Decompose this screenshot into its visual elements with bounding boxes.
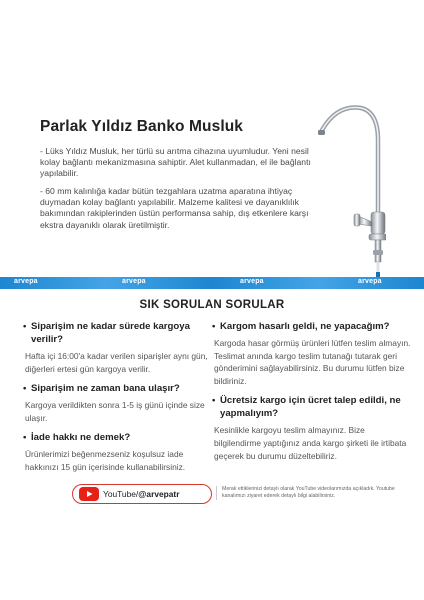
- youtube-icon: [79, 487, 99, 501]
- faq-question: • Ücretsiz kargo için ücret talep edildi, ne yapmalıyım?: [212, 395, 401, 420]
- footer-note: Merak ettiklerinizi detaylı olarak YouTube videolarımızda açıkladık. Youtube kanalımızı ziyaret ederek detaylı bilgi alabilirsiniz.: [216, 486, 396, 500]
- faq-answer: Kargoda hasar görmüş ürünleri lütfen teslim almayın. Teslimat anında kargo teslim tutanağı tutarak geri gönderimini sağlayabilirsiniz. Bu durumu lütfen bize bildiriniz.: [214, 338, 411, 386]
- faq-column-right: [212, 320, 412, 469]
- faq-answer: Kesinlikle kargoyu teslim almayınız. Bize bilgilendirme yaptığınız anda kargo şirketi ile irtibata geçerek bu durumu düzeltebiliriz.: [214, 425, 407, 461]
- faq-question: • İade hakkı ne demek?: [23, 432, 131, 444]
- faucet-image: [316, 100, 386, 280]
- product-description-2: - 60 mm kalınlığa kadar bütün tezgahlara uzatma aparatına ihtiyaç duymadan kolay bağlantı yapılabilir. Malzeme kalitesi ve dayanıklılık bakımından rakiplerinden üstün performansa sahip, dış etkenlere karşı ekstra dayanıklı olarak üretilmiştir.: [40, 186, 309, 230]
- faq-answer: Kargoya verildikten sonra 1-5 iş günü içinde size ulaşır.: [25, 400, 205, 423]
- stripe-brand-label: arvepa: [240, 278, 264, 285]
- faq-title: SIK SORULAN SORULAR: [139, 299, 285, 311]
- stripe-brand-label: arvepa: [14, 278, 38, 285]
- faq-column-left: [23, 320, 219, 481]
- stripe-brand-label: arvepa: [358, 278, 382, 285]
- faq-answer: Hafta içi 16:00'a kadar verilen siparişler aynı gün, diğerleri ertesi gün kargoya verilir.: [25, 351, 208, 374]
- brand-stripe: [0, 277, 424, 289]
- youtube-channel-name: YouTube/@arvepatr: [103, 489, 180, 499]
- youtube-channel-link[interactable]: [72, 484, 212, 504]
- faq-question: • Siparişim ne kadar sürede kargoya verilir?: [23, 321, 190, 345]
- faq-answer: Ürünlerimizi beğenmezseniz koşulsuz iade hakkınızı 15 gün içerisinde kullanabilirsiniz.: [25, 449, 186, 472]
- faq-question: • Siparişim ne zaman bana ulaşır?: [23, 383, 180, 395]
- product-title: Parlak Yıldız Banko Musluk: [40, 118, 244, 135]
- product-description-1: - Lüks Yıldız Musluk, her türlü su arıtma cihazına uyumludur. Yeni nesil kolay bağlantı mekanizmasına sahiptir. Alet kullanmadan, el ile bağlantı yapılabilir.: [40, 146, 311, 179]
- faq-question: • Kargom hasarlı geldi, ne yapacağım?: [212, 321, 390, 332]
- stripe-brand-label: arvepa: [122, 278, 146, 285]
